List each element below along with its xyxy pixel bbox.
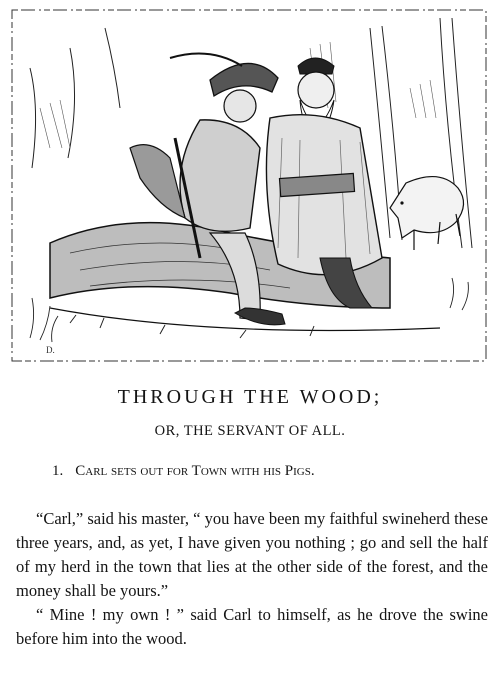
paragraph: “ Mine ! my own ! ” said Carl to himself, as he drove the swine before him into the wood.	[16, 605, 488, 648]
story-title: THROUGH THE WOOD;	[117, 386, 383, 408]
paragraph: “Carl,” said his master, “ you have been my faithful swineherd these three years, and, as yet, I have given you nothing ; go and sell the half of my herd in the town that lies at the other side of the forest, and the money shall be yours.”	[16, 509, 488, 600]
pig	[390, 177, 464, 250]
engraving-two-men-seated	[10, 8, 488, 363]
story-subtitle: OR, THE SERVANT OF ALL.	[154, 423, 346, 439]
body-text	[16, 507, 488, 651]
chapter-number: 1.	[52, 463, 64, 479]
chapter-heading	[52, 463, 315, 480]
illustration	[10, 8, 488, 363]
artist-signature: D.	[46, 345, 55, 355]
chapter-title: Carl sets out for Town with his Pigs.	[75, 463, 315, 479]
